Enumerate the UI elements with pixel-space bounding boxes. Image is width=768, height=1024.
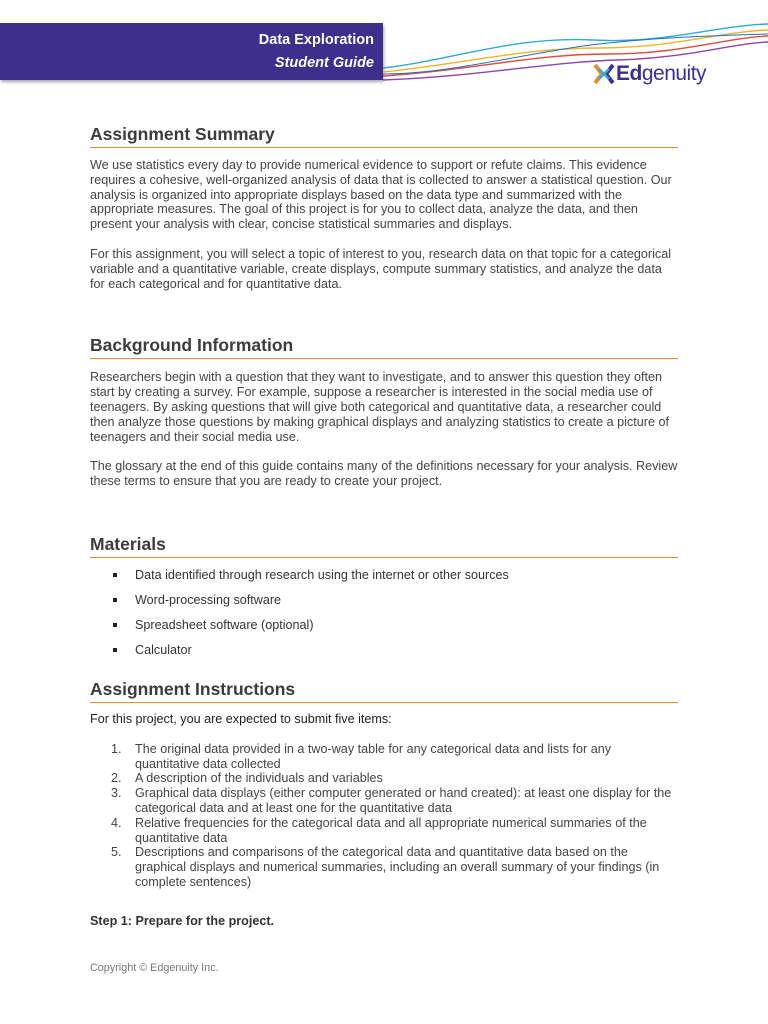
document-subtitle: Student Guide	[274, 55, 374, 71]
materials-list	[90, 568, 678, 668]
logo-wordmark: Edgenuity	[616, 62, 707, 85]
list-item: Calculator	[90, 643, 678, 668]
assignment-instructions-section	[90, 679, 678, 928]
copyright-footer: Copyright © Edgenuity Inc.	[90, 962, 219, 974]
edgenuity-logo	[593, 60, 706, 88]
list-item: Data identified through research using the internet or other sources	[90, 568, 678, 593]
logo-x-icon	[593, 63, 615, 85]
document-body	[90, 124, 678, 928]
summary-paragraph-2: For this assignment, you will select a topic of interest to you, research data on that topic for a categorical variable and a quantitative variable, create displays, compute summary statistics, and analyze the data for each categorical and for quantitative data.	[90, 246, 672, 291]
list-item: 5. Descriptions and comparisons of the categorical data and quantitative data based on the graphical displays and numerical summaries, including an overall summary of your findings (in complete sentences)	[111, 845, 660, 889]
list-item: Word-processing software	[90, 593, 678, 618]
list-item: 1. The original data provided in a two-way table for any categorical data and lists for any quantitative data collected	[111, 741, 612, 771]
background-paragraph-2: The glossary at the end of this guide contains many of the definitions necessary for your analysis. Review these terms to ensure that you are ready to create your project.	[90, 459, 678, 489]
assignment-summary-section	[90, 124, 678, 291]
materials-section	[90, 534, 678, 668]
background-information-section	[90, 335, 678, 489]
background-information-heading: Background Information	[90, 335, 678, 359]
step-1-heading: Step 1: Prepare for the project.	[90, 913, 275, 928]
assignment-instructions-heading: Assignment Instructions	[90, 679, 678, 703]
list-item: Spreadsheet software (optional)	[90, 618, 678, 643]
instructions-intro: For this project, you are expected to submit five items:	[90, 711, 392, 726]
decorative-waves	[383, 18, 768, 88]
assignment-summary-heading: Assignment Summary	[90, 124, 678, 148]
materials-heading: Materials	[90, 534, 678, 558]
list-item: 4. Relative frequencies for the categorical data and all appropriate numerical summaries of the quantitative data	[111, 815, 647, 845]
header-band	[0, 23, 383, 80]
summary-paragraph-1: We use statistics every day to provide numerical evidence to support or refute claims. This evidence requires a cohesive, well-organized analysis of data that is collected to answer a statistical question. Our analysis is organized into appropriate displays based on the data type and summarized with the appropriate measures. The goal of this project is for you to collect data, analyze the data, and then present your analysis with clear, concise statistical summaries and displays.	[90, 158, 672, 232]
list-item: 2. A description of the individuals and variables	[111, 771, 383, 786]
list-item: 3. Graphical data displays (either computer generated or hand created): at least one display for the categorical data and at least one for the quantitative data	[111, 786, 672, 815]
document-title: Data Exploration	[258, 32, 374, 48]
instructions-list	[90, 742, 678, 890]
background-paragraph-1: Researchers begin with a question that they want to investigate, and to answer this question they often start by creating a survey. For example, suppose a researcher is interested in the social media use of teenagers. By asking questions that will give both categorical and quantitative data, a researcher could then analyze those questions by making graphical displays and analyzing statistics to create a picture of teenagers and their social media use.	[90, 370, 669, 444]
